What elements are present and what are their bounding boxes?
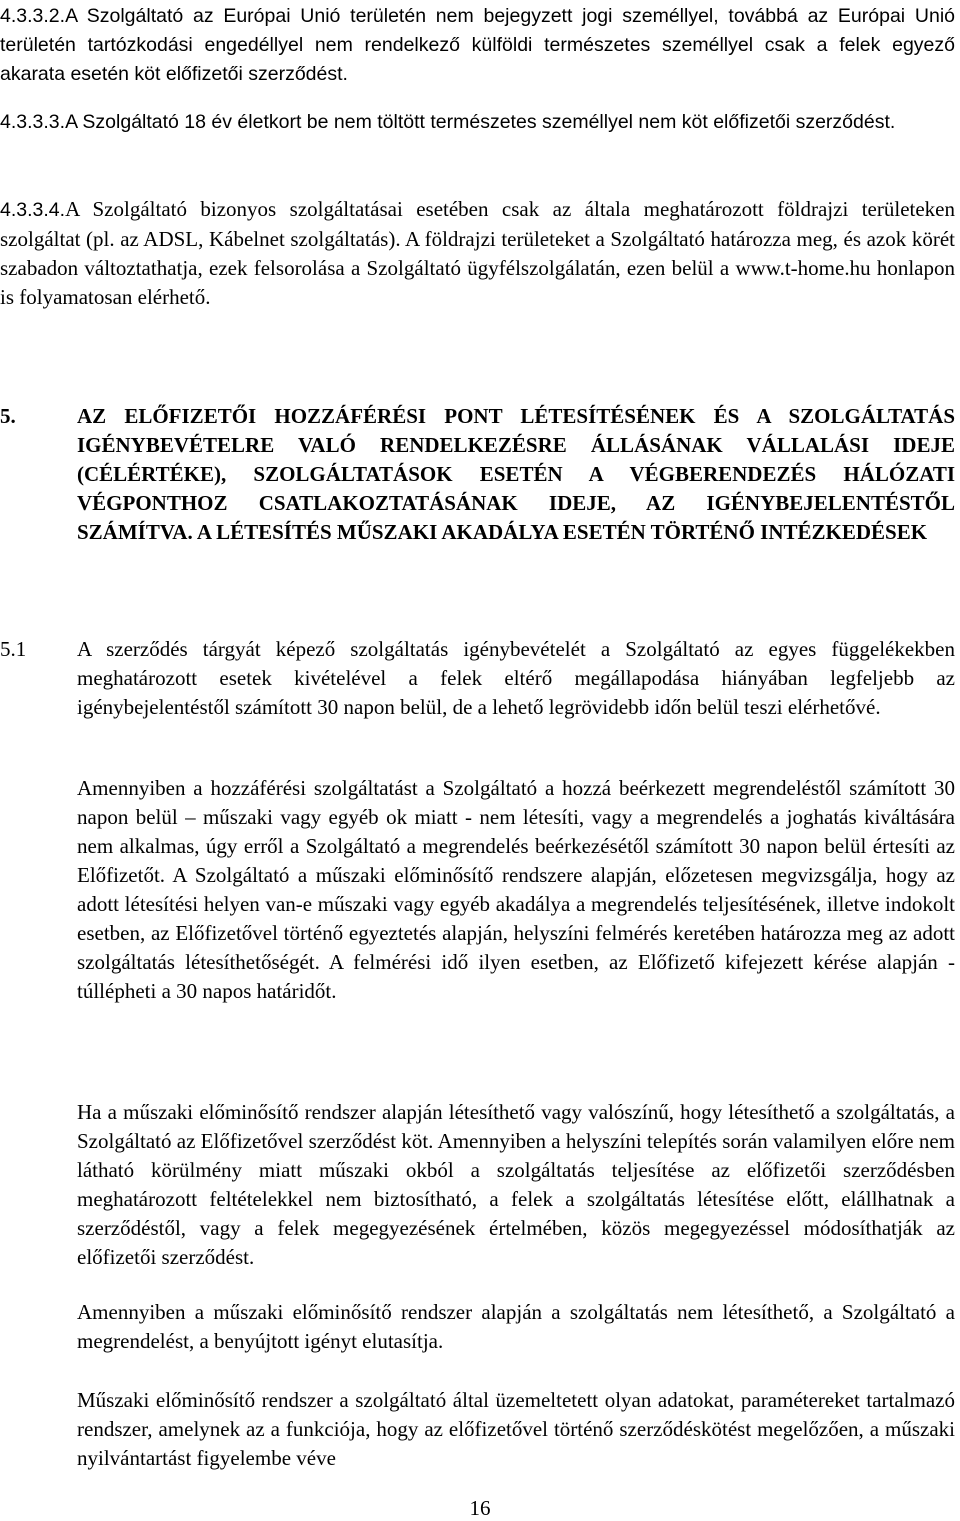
section-5-1-text: A szerződés tárgyát képező szolgáltatás igénybevételét a Szolgáltató az egyes függelékekben meghatározott esetek kivételével a felek eltérő megállapodása hiányában legfeljebb az igénybejelentéstől számított 30 napon belül, de a lehető legrövidebb időn belül teszi elérhetővé. bbox=[77, 637, 955, 719]
section-4-3-3-3 bbox=[0, 108, 955, 137]
section-text: A Szolgáltató az Európai Unió területén nem bejegyzett jogi személlyel, továbbá az Európai Unió területén tartózkodási engedéllyel nem rendelkező külföldi természetes személlyel csak a felek egyező akarata esetén köt előfizetői szerződést. bbox=[0, 5, 955, 85]
paragraph-3: Amennyiben a műszaki előminősítő rendszer alapján a szolgáltatás nem létesíthető, a Szolgáltató a megrendelést, a benyújtott igényt elutasítja. bbox=[77, 1300, 955, 1353]
paragraph-2: Ha a műszaki előminősítő rendszer alapján létesíthető vagy valószínű, hogy létesíthető a szolgáltatás, a Szolgáltató az Előfizetővel szerződést köt. Amennyiben a helyszíni telepítés során valamilyen előre nem látható körülmény miatt műszaki okból a szolgáltatás teljesítése az előfizetői szerződésben meghatározott feltételekkel nem biztosítható, a felek a szolgáltatás létesítése előtt, elállhatnak a szerződéstől, vagy a felek megegyezésének értelmében, közös megegyezéssel módosíthatják az előfizetői szerződést. bbox=[77, 1100, 955, 1269]
section-4-3-3-2 bbox=[0, 2, 955, 89]
paragraph-4: Műszaki előminősítő rendszer a szolgáltató által üzemeltetett olyan adatokat, paramétereket tartalmazó rendszer, amelynek az a funkciója, hogy az előfizetővel történő szerződéskötést megelőzően, a műszaki nyilvántartást figyelembe véve bbox=[77, 1388, 955, 1470]
paragraph-1: Amennyiben a hozzáférési szolgáltatást a Szolgáltató a hozzá beérkezett megrendeléstől számított 30 napon belül – műszaki vagy egyéb ok miatt - nem létesíti, vagy a megrendelés a joghatás kiváltására nem alkalmas, úgy erről a Szolgáltató a megrendelés beérkezésétől számított 30 napon belül értesíti az Előfizetőt. A Szolgáltató a műszaki előminősítő rendszere alapján, előzetesen megvizsgálja, hogy az adott létesítési helyen van-e műszaki vagy egyéb akadálya a megrendelés teljesítésének, illetve indokolt esetben, az Előfizetővel történő egyeztetés alapján, helyszíni felmérés keretében határozza meg az adott szolgáltatás létesíthetőségét. A felmérési idő ilyen esetben, az Előfizető kifejezett kérése alapján - túllépheti a 30 napos határidőt. bbox=[77, 776, 955, 1003]
section-number: 4.3.3.2. bbox=[0, 5, 66, 27]
section-4-3-3-4 bbox=[0, 195, 955, 312]
section-text: A Szolgáltató bizonyos szolgáltatásai esetében csak az általa meghatározott földrajzi területeken szolgáltat (pl. az ADSL, Kábelnet szolgáltatás). A földrajzi területeket a Szolgáltató határozza meg, és azok körét szabadon változtathatja, ezek felsorolása a Szolgáltató ügyfélszolgálatán, ezen belül a www.t-home.hu honlapon is folyamatosan elérhető. bbox=[0, 197, 955, 309]
heading-number: 5. bbox=[0, 404, 16, 428]
section-number: 4.3.3.4. bbox=[0, 199, 66, 221]
page-number: 16 bbox=[469, 1496, 491, 1520]
section-number: 4.3.3.3. bbox=[0, 111, 66, 133]
section-number-5-1: 5.1 bbox=[0, 637, 27, 661]
section-5-heading: AZ ELŐFIZETŐI HOZZÁFÉRÉSI PONT LÉTESÍTÉSÉNEK ÉS A SZOLGÁLTATÁS IGÉNYBEVÉTELRE VALÓ RENDELKEZÉSRE ÁLLÁSÁNAK VÁLLALÁSI IDEJE (CÉLÉRTÉKE), SZOLGÁLTATÁSOK ESETÉN A VÉGBERENDEZÉS HÁLÓZATI VÉGPONTHOZ CSATLAKOZTATÁSÁNAK IDEJE, AZ IGÉNYBEJELENTÉSTŐL SZÁMÍTVA. A LÉTESÍTÉS MŰSZAKI AKADÁLYA ESETÉN TÖRTÉNŐ INTÉZKEDÉSEK bbox=[77, 404, 955, 544]
section-text: A Szolgáltató 18 év életkort be nem töltött természetes személlyel nem köt előfizetői szerződést. bbox=[65, 111, 896, 133]
